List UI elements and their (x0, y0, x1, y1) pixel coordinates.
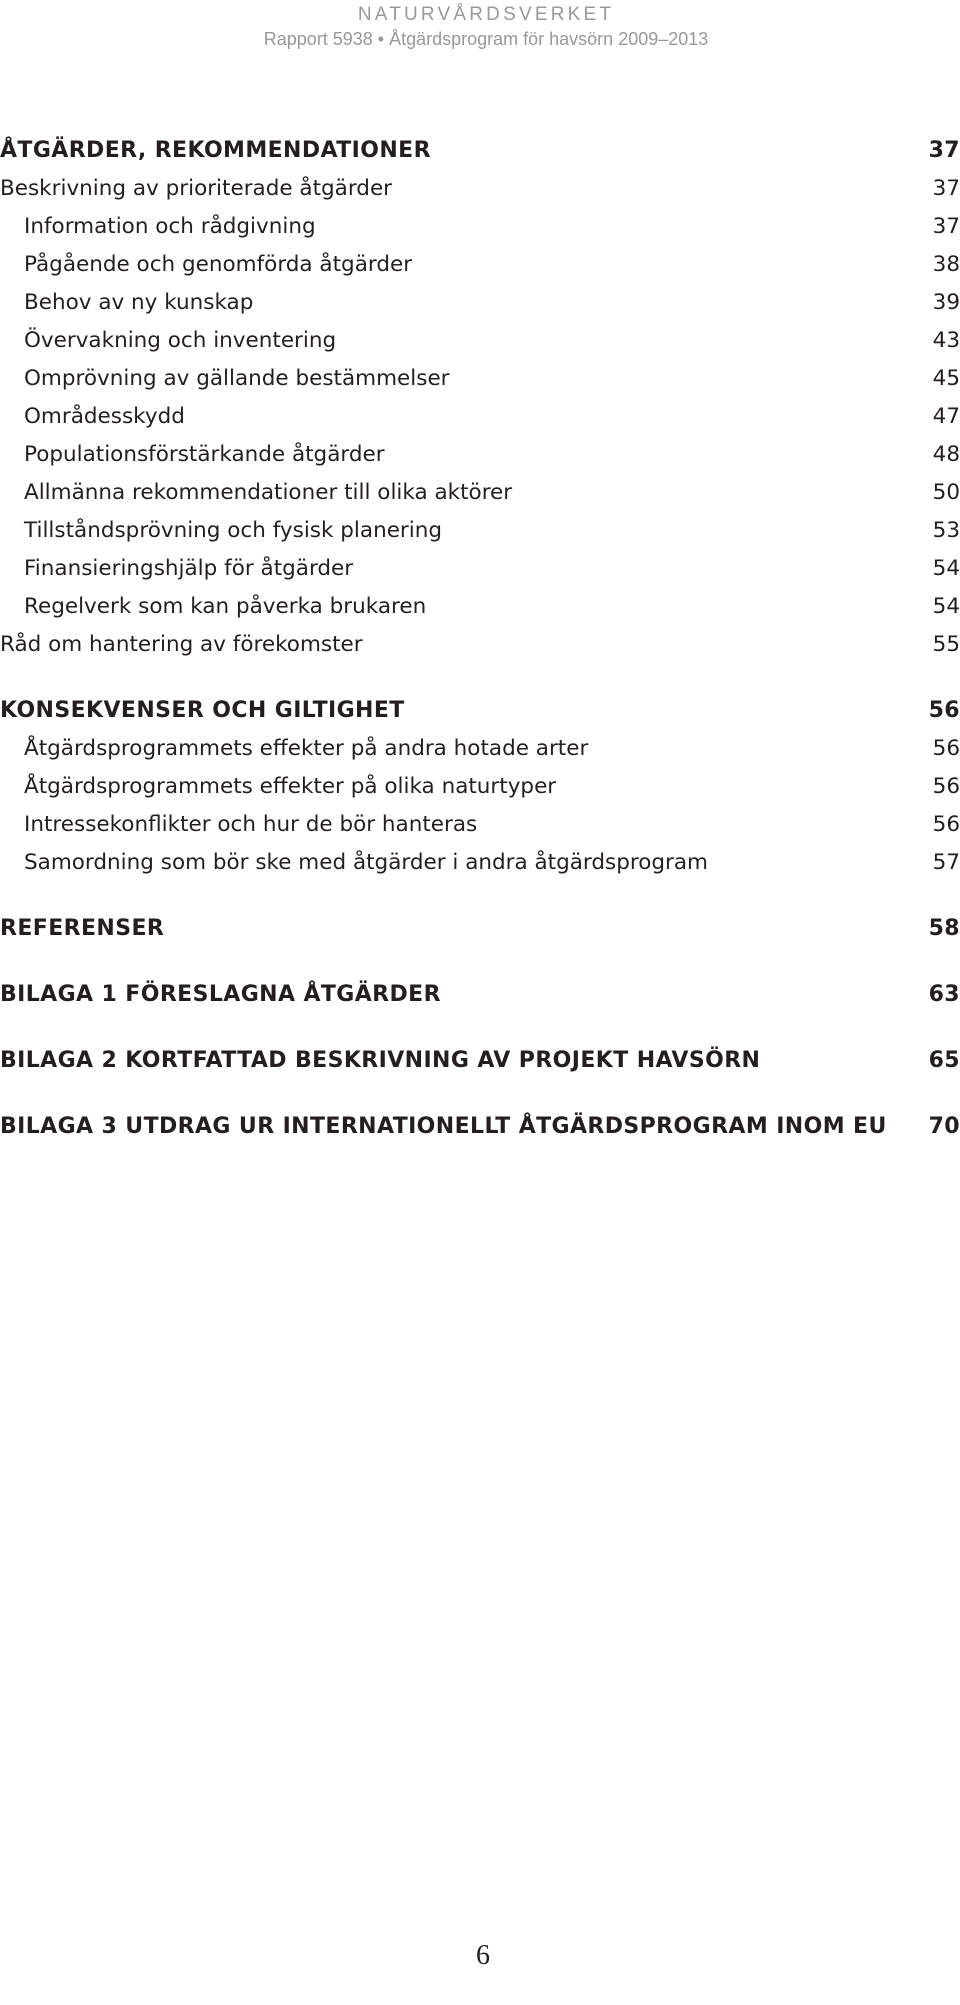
toc-subentry[interactable] (0, 768, 960, 806)
toc-entry-title: Pågående och genomförda åtgärder (24, 252, 413, 277)
toc-heading-referenser[interactable] (0, 910, 960, 948)
toc-subentry[interactable] (0, 512, 960, 550)
toc-heading-title: BILAGA 1 FÖRESLAGNA ÅTGÄRDER (0, 982, 441, 1007)
toc-page-number: 63 (928, 982, 960, 1007)
section-spacer (0, 948, 960, 976)
toc-entry-title: Åtgärdsprogrammets effekter på olika naturtyper (24, 774, 557, 799)
toc-subentry[interactable] (0, 322, 960, 360)
toc-heading-title: REFERENSER (0, 916, 165, 941)
toc-subentry[interactable] (0, 806, 960, 844)
toc-page-number: 37 (928, 138, 960, 163)
page-number: 6 (476, 1940, 490, 1971)
toc-page-number: 54 (932, 594, 960, 619)
toc-page-number: 58 (928, 916, 960, 941)
toc-entry-title: Information och rådgivning (24, 214, 316, 239)
toc-entry-title: Allmänna rekommendationer till olika aktörer (24, 480, 513, 505)
agency-name: NATURVÅRDSVERKET (357, 4, 615, 25)
toc-entry-title: Råd om hantering av förekomster (0, 632, 363, 657)
toc-page-number: 50 (932, 480, 960, 505)
toc-page-number: 70 (928, 1114, 960, 1139)
toc-page-number: 43 (932, 328, 960, 353)
toc-entry-title: Behov av ny kunskap (24, 290, 254, 315)
running-header (256, 4, 716, 52)
toc-page-number: 53 (932, 518, 960, 543)
report-title: Rapport 5938 • Åtgärdsprogram för havsörn 2009–2013 (263, 29, 709, 49)
toc-entry-title: Samordning som bör ske med åtgärder i andra åtgärdsprogram (24, 850, 709, 875)
toc-page-number: 65 (928, 1048, 960, 1073)
toc-entry-title: Regelverk som kan påverka brukaren (24, 594, 427, 619)
toc-subentry[interactable] (0, 588, 960, 626)
toc-subentry[interactable] (0, 398, 960, 436)
toc-entry-title: Intressekonflikter och hur de bör hanteras (24, 812, 478, 837)
toc-subentry[interactable] (0, 436, 960, 474)
toc-heading-bilaga-3[interactable] (0, 1108, 960, 1146)
toc-entry-title: Åtgärdsprogrammets effekter på andra hotade arter (24, 736, 589, 761)
toc-entry-title: Finansieringshjälp för åtgärder (24, 556, 354, 581)
toc-heading-konsekvenser[interactable] (0, 692, 960, 730)
toc-entry[interactable] (0, 170, 960, 208)
section-spacer (0, 1080, 960, 1108)
toc-subentry[interactable] (0, 844, 960, 882)
toc-entry-title: Övervakning och inventering (24, 328, 337, 353)
table-of-contents (0, 132, 960, 1146)
toc-entry[interactable] (0, 626, 960, 664)
section-spacer (0, 664, 960, 692)
toc-entry-title: Tillståndsprövning och fysisk planering (24, 518, 443, 543)
toc-heading-title: KONSEKVENSER OCH GILTIGHET (0, 698, 405, 723)
toc-page-number: 48 (932, 442, 960, 467)
toc-heading-title: ÅTGÄRDER, REKOMMENDATIONER (0, 138, 431, 163)
toc-page-number: 56 (932, 736, 960, 761)
toc-page-number: 37 (932, 214, 960, 239)
toc-entry-title: Omprövning av gällande bestämmelser (24, 366, 450, 391)
toc-heading-title: BILAGA 3 UTDRAG UR INTERNATIONELLT ÅTGÄRDSPROGRAM INOM EU (0, 1114, 887, 1139)
toc-heading-atgarder[interactable] (0, 132, 960, 170)
toc-heading-title: BILAGA 2 KORTFATTAD BESKRIVNING AV PROJEKT HAVSÖRN (0, 1048, 761, 1073)
toc-entry-title: Populationsförstärkande åtgärder (24, 442, 385, 467)
toc-page-number: 37 (932, 176, 960, 201)
toc-page-number: 47 (932, 404, 960, 429)
toc-page-number: 45 (932, 366, 960, 391)
toc-subentry[interactable] (0, 246, 960, 284)
toc-page-number: 56 (932, 774, 960, 799)
toc-page-number: 39 (932, 290, 960, 315)
toc-page-number: 56 (932, 812, 960, 837)
toc-subentry[interactable] (0, 730, 960, 768)
toc-page-number: 38 (932, 252, 960, 277)
toc-page-number: 56 (928, 698, 960, 723)
section-spacer (0, 882, 960, 910)
section-spacer (0, 1014, 960, 1042)
toc-subentry[interactable] (0, 474, 960, 512)
toc-page-number: 55 (932, 632, 960, 657)
toc-subentry[interactable] (0, 208, 960, 246)
toc-subentry[interactable] (0, 360, 960, 398)
toc-heading-bilaga-1[interactable] (0, 976, 960, 1014)
toc-subentry[interactable] (0, 284, 960, 322)
toc-page-number: 54 (932, 556, 960, 581)
toc-entry-title: Områdesskydd (24, 404, 185, 429)
toc-entry-title: Beskrivning av prioriterade åtgärder (0, 176, 393, 201)
toc-heading-bilaga-2[interactable] (0, 1042, 960, 1080)
toc-page-number: 57 (932, 850, 960, 875)
toc-subentry[interactable] (0, 550, 960, 588)
